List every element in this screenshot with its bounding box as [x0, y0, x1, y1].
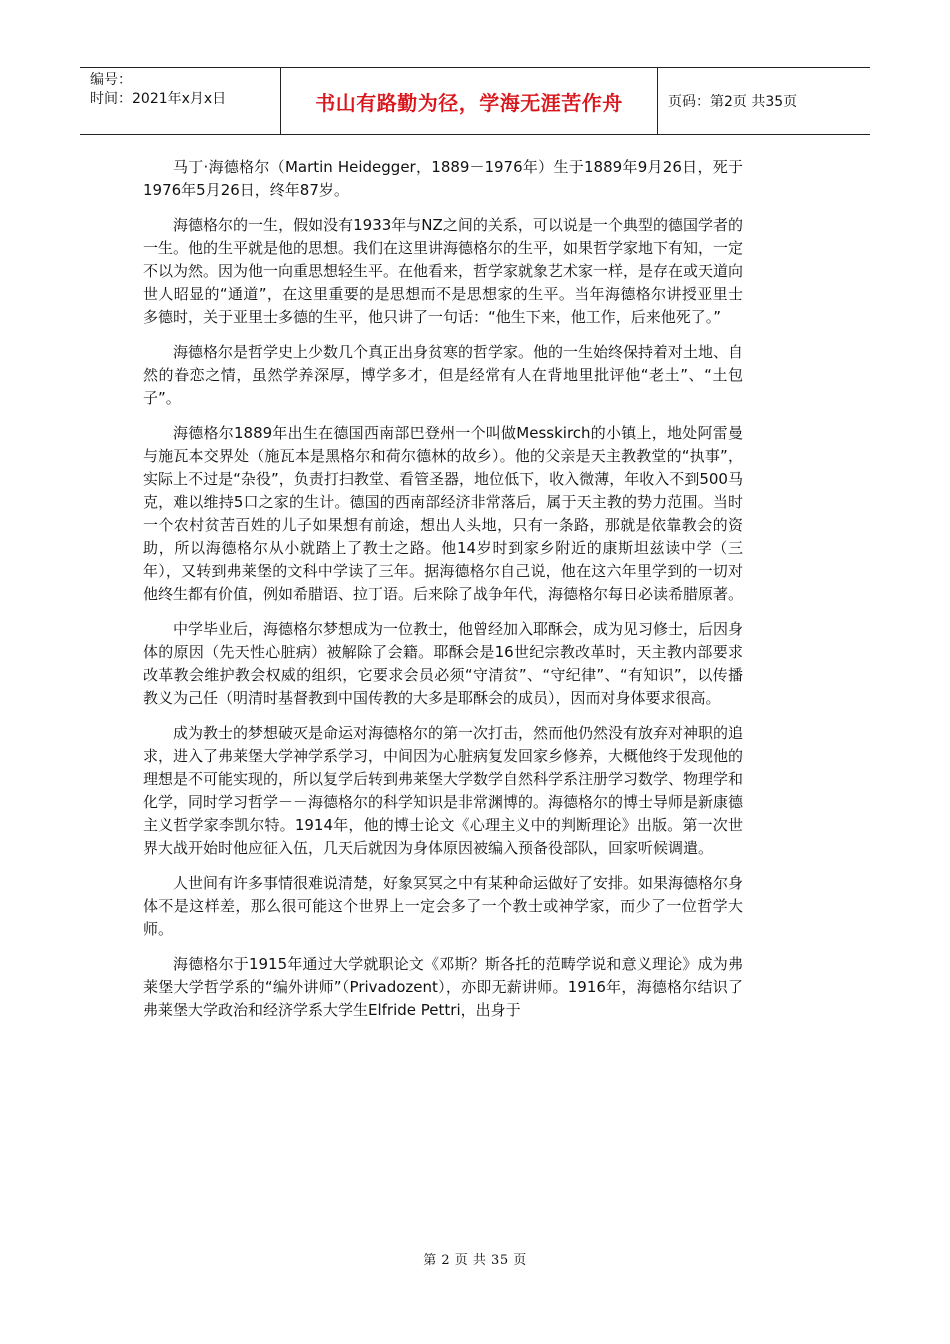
paragraph: 成为教士的梦想破灭是命运对海德格尔的第一次打击，然而他仍然没有放弃对神职的追求，进入了弗莱堡大学神学系学习，中间因为心脏病复发回家乡修养，大概他终于发现他的理想是不可能实现的，所以复学后转到弗莱堡大学数学自然科学系注册学习数学、物理学和化学，同时学习哲学－－海德格尔的科学知识是非常渊博的。海德格尔的博士导师是新康德主义哲学家李凯尔特。1914年，他的博士论文《心理主义中的判断理论》出版。第一次世界大战开始时他应征入伍，几天后就因为身体原因被编入预备役部队，回家听候调遣。 [143, 724, 744, 857]
header-motto: 书山有路勤为径，学海无涯苦作舟 [281, 68, 658, 134]
paragraph: 中学毕业后，海德格尔梦想成为一位教士，他曾经加入耶酥会，成为见习修士，后因身体的原因（先天性心脏病）被解除了会籍。耶酥会是16世纪宗教改革时，天主教内部要求改革教会维护教会权威的组织，它要求会员必须“守清贫”、“守纪律”、“有知识”，以传播教义为己任（明清时基督教到中国传教的大多是耶酥会的成员），因而对身体要求很高。 [143, 620, 744, 707]
header-meta [80, 68, 281, 134]
document-time-label: 时间：2021年x月x日 [90, 91, 227, 107]
page-footer: 第 2 页 共 35 页 [423, 1253, 527, 1268]
header-page-label: 页码：第2页 共35页 [668, 94, 798, 110]
page-header [80, 67, 870, 135]
paragraph: 海德格尔是哲学史上少数几个真正出身贫寒的哲学家。他的一生始终保持着对土地、自然的眷恋之情，虽然学养深厚，博学多才，但是经常有人在背地里批评他“老土”、“土包子”。 [143, 343, 744, 407]
paragraph: 马丁·海德格尔（Martin Heidegger，1889－1976年）生于1889年9月26日，死于1976年5月26日，终年87岁。 [143, 158, 743, 199]
paragraph: 人世间有许多事情很难说清楚，好象冥冥之中有某种命运做好了安排。如果海德格尔身体不是这样差，那么很可能这个世界上一定会多了一个教士或神学家，而少了一位哲学大师。 [143, 874, 744, 938]
paragraph: 海德格尔于1915年通过大学就职论文《邓斯？斯各托的范畴学说和意义理论》成为弗莱堡大学哲学系的“编外讲师”（Privadozent），亦即无薪讲师。1916年，海德格尔结识了弗莱堡大学政治和经济学系大学生Elfride Pettri，出身于 [143, 955, 743, 1019]
document-number-label: 编号： [90, 72, 132, 88]
paragraph: 海德格尔的一生，假如没有1933年与NZ之间的关系，可以说是一个典型的德国学者的一生。他的生平就是他的思想。我们在这里讲海德格尔的生平，如果哲学家地下有知，一定不以为然。因为他一向重思想轻生平。在他看来，哲学家就象艺术家一样，是存在或天道向世人昭显的“通道”，在这里重要的是思想而不是思想家的生平。当年海德格尔讲授亚里士多德时，关于亚里士多德的生平，他只讲了一句话：“他生下来，他工作，后来他死了。” [143, 216, 744, 326]
document-body [143, 156, 743, 1034]
paragraph: 海德格尔1889年出生在德国西南部巴登州一个叫做Messkirch的小镇上，地处阿雷曼与施瓦本交界处（施瓦本是黑格尔和荷尔德林的故乡）。他的父亲是天主教教堂的“执事”，实际上不过是“杂役”，负责打扫教堂、看管圣器，地位低下，收入微薄，年收入不到500马克，难以维持5口之家的生计。德国的西南部经济非常落后，属于天主教的势力范围。当时一个农村贫苦百姓的儿子如果想有前途，想出人头地，只有一条路，那就是依靠教会的资助，所以海德格尔从小就踏上了教士之路。他14岁时到家乡附近的康斯坦兹读中学（三年），又转到弗莱堡的文科中学读了三年。据海德格尔自己说，他在这六年里学到的一切对他终生都有价值，例如希腊语、拉丁语。后来除了战争年代，海德格尔每日必读希腊原著。 [143, 424, 744, 603]
